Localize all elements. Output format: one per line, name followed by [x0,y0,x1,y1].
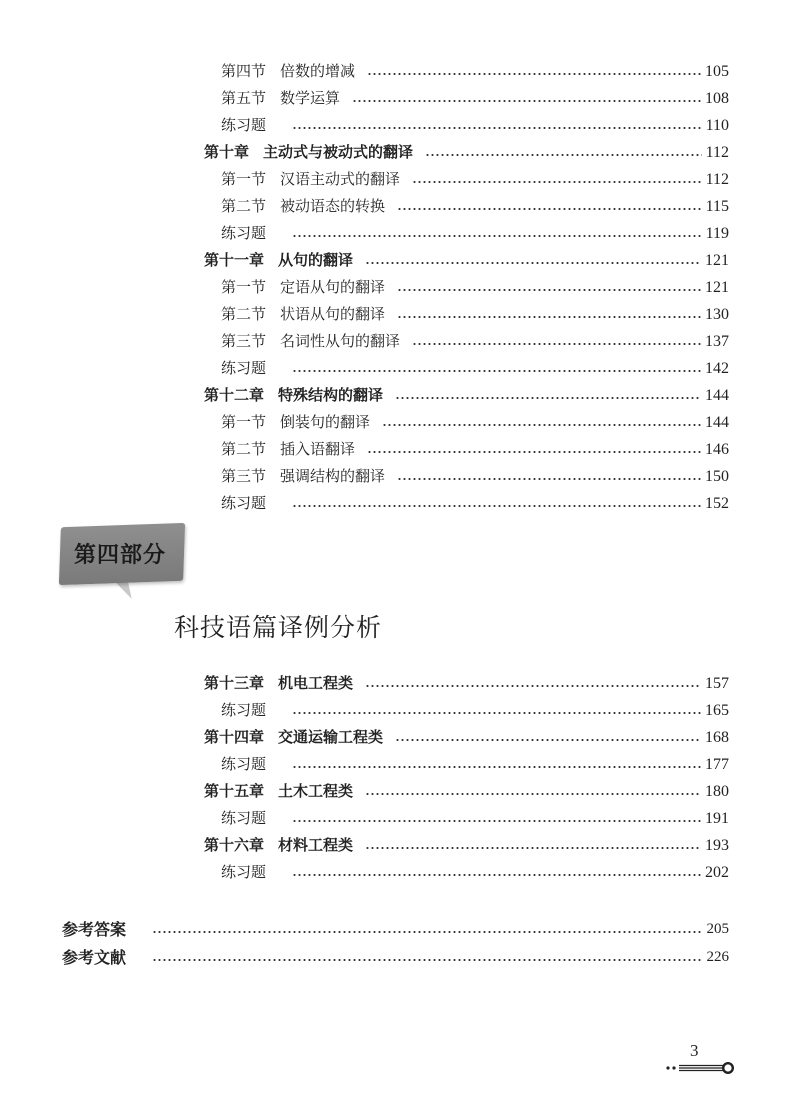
toc-entry-page: 150 [705,468,729,485]
toc-entry [221,490,729,517]
toc-entry-page: 130 [705,306,729,323]
toc-entry-number: 练习题 [221,116,267,134]
toc-entry-number: 练习题 [221,494,267,512]
toc-entry-page: 112 [705,144,729,161]
toc-entry-number: 第五节 [221,89,267,107]
dot-leader [395,739,701,741]
toc-entry [221,751,729,778]
dot-leader [365,793,701,795]
toc-entry-number: 练习题 [221,809,267,827]
dot-leader [292,712,701,714]
toc-entry-number: 参考答案 [62,920,127,939]
toc-entry-page: 121 [705,252,729,269]
toc-entry [204,832,729,859]
toc-entry [221,58,729,85]
toc-entry [204,139,729,166]
toc-entry-page: 152 [705,495,729,512]
dot-leader [425,154,702,156]
toc-entry-page: 177 [705,756,729,773]
toc-entry-title: 特殊结构的翻译 [278,386,384,404]
dot-leader [292,820,701,822]
toc-entry-number: 练习题 [221,863,267,881]
toc-entry [221,805,729,832]
toc-entry-number: 第十三章 [204,674,265,692]
toc-entry-page: 144 [705,414,729,431]
part-label: 第四部分 [74,543,167,568]
dot-leader [395,397,701,399]
toc-entry [221,166,729,193]
dot-leader [292,874,701,876]
toc-entry-page: 105 [705,63,729,80]
toc-entry-title: 主动式与被动式的翻译 [263,143,414,161]
toc-entry-page: 112 [705,171,729,188]
toc-entry-title: 强调结构的翻译 [280,467,386,485]
toc-entry [204,382,729,409]
toc-entry [204,778,729,805]
toc-entry-page: 119 [705,225,729,242]
dot-leader [292,766,701,768]
toc-entry-number: 练习题 [221,755,267,773]
toc-entry-number: 第十一章 [204,251,265,269]
toc-entry-number: 第十二章 [204,386,265,404]
toc-entry-number: 练习题 [221,701,267,719]
toc-entry-page: 146 [705,441,729,458]
dot-leader [292,235,702,237]
toc-entry-number: 第一节 [221,413,267,431]
toc-entry-page: 180 [705,783,729,800]
toc-entry [62,916,729,943]
toc-entry-number: 练习题 [221,359,267,377]
toc-entry-page: 110 [705,117,729,134]
toc-entry-number: 第一节 [221,170,267,188]
dot-leader [292,127,702,129]
toc-entry-number: 第十六章 [204,836,265,854]
toc-entry-number: 第十章 [204,143,250,161]
dot-leader [365,262,701,264]
toc-entry-title: 机电工程类 [278,674,354,692]
dot-leader [412,343,701,345]
dot-leader [367,451,701,453]
toc-entry [204,724,729,751]
dot-leader [352,100,701,102]
toc-entry-title: 名词性从句的翻译 [280,332,401,350]
toc-entry-number: 第十五章 [204,782,265,800]
dot-leader [382,424,701,426]
toc-entry [221,859,729,886]
toc-entry-title: 倍数的增减 [280,62,356,80]
toc-entry-page: 142 [705,360,729,377]
toc-entry-title: 插入语翻译 [280,440,356,458]
toc-entry-number: 第二节 [221,440,267,458]
dot-leader [152,931,702,933]
toc-entry [221,85,729,112]
toc-entry-title: 倒装句的翻译 [280,413,371,431]
toc-entry [204,247,729,274]
part-title: 科技语篇译例分析 [174,613,383,642]
dot-leader [397,289,701,291]
dot-leader [397,478,701,480]
page-number: 3 [690,1041,699,1060]
toc-entry-page: 202 [705,864,729,881]
folio-ornament-icon [665,1060,737,1076]
toc-entry [221,328,729,355]
toc-entry-page: 108 [705,90,729,107]
toc-entry-number: 第二节 [221,305,267,323]
toc-entry-page: 205 [706,921,729,937]
toc-entry-number: 第十四章 [204,728,265,746]
toc-entry [204,670,729,697]
toc-entry-page: 226 [706,949,729,965]
dot-leader [292,505,701,507]
dot-leader [292,370,701,372]
toc-entry-page: 144 [705,387,729,404]
toc-entry [62,944,729,971]
toc-entry-page: 121 [705,279,729,296]
toc-entry-title: 交通运输工程类 [278,728,384,746]
toc-entry [221,301,729,328]
toc-entry-title: 从句的翻译 [278,251,354,269]
toc-entry-title: 汉语主动式的翻译 [280,170,401,188]
toc-entry-page: 193 [705,837,729,854]
toc-entry-page: 191 [705,810,729,827]
dot-leader [367,73,701,75]
toc-entry [221,193,729,220]
toc-entry [221,436,729,463]
toc-entry-title: 状语从句的翻译 [280,305,386,323]
toc-entry [221,274,729,301]
toc-entry [221,463,729,490]
toc-entry-title: 材料工程类 [278,836,354,854]
toc-entry [221,697,729,724]
dot-leader [397,208,702,210]
toc-entry-page: 168 [705,729,729,746]
dot-leader [365,685,701,687]
dot-leader [412,181,702,183]
toc-entry-number: 练习题 [221,224,267,242]
toc-entry-page: 137 [705,333,729,350]
toc-entry-title: 数学运算 [280,89,341,107]
toc-entry-page: 115 [705,198,729,215]
toc-entry-number: 第二节 [221,197,267,215]
toc-entry [221,112,729,139]
toc-entry-number: 参考文献 [62,948,127,967]
toc-entry-title: 被动语态的转换 [280,197,386,215]
toc-entry-page: 165 [705,702,729,719]
toc-entry [221,409,729,436]
toc-entry-title: 土木工程类 [278,782,354,800]
toc-entry-number: 第四节 [221,62,267,80]
toc-entry-number: 第一节 [221,278,267,296]
toc-entry-number: 第三节 [221,467,267,485]
toc-entry [221,220,729,247]
toc-entry-title: 定语从句的翻译 [280,278,386,296]
dot-leader [152,959,702,961]
dot-leader [397,316,701,318]
toc-entry [221,355,729,382]
toc-entry-page: 157 [705,675,729,692]
toc-entry-number: 第三节 [221,332,267,350]
dot-leader [365,847,701,849]
